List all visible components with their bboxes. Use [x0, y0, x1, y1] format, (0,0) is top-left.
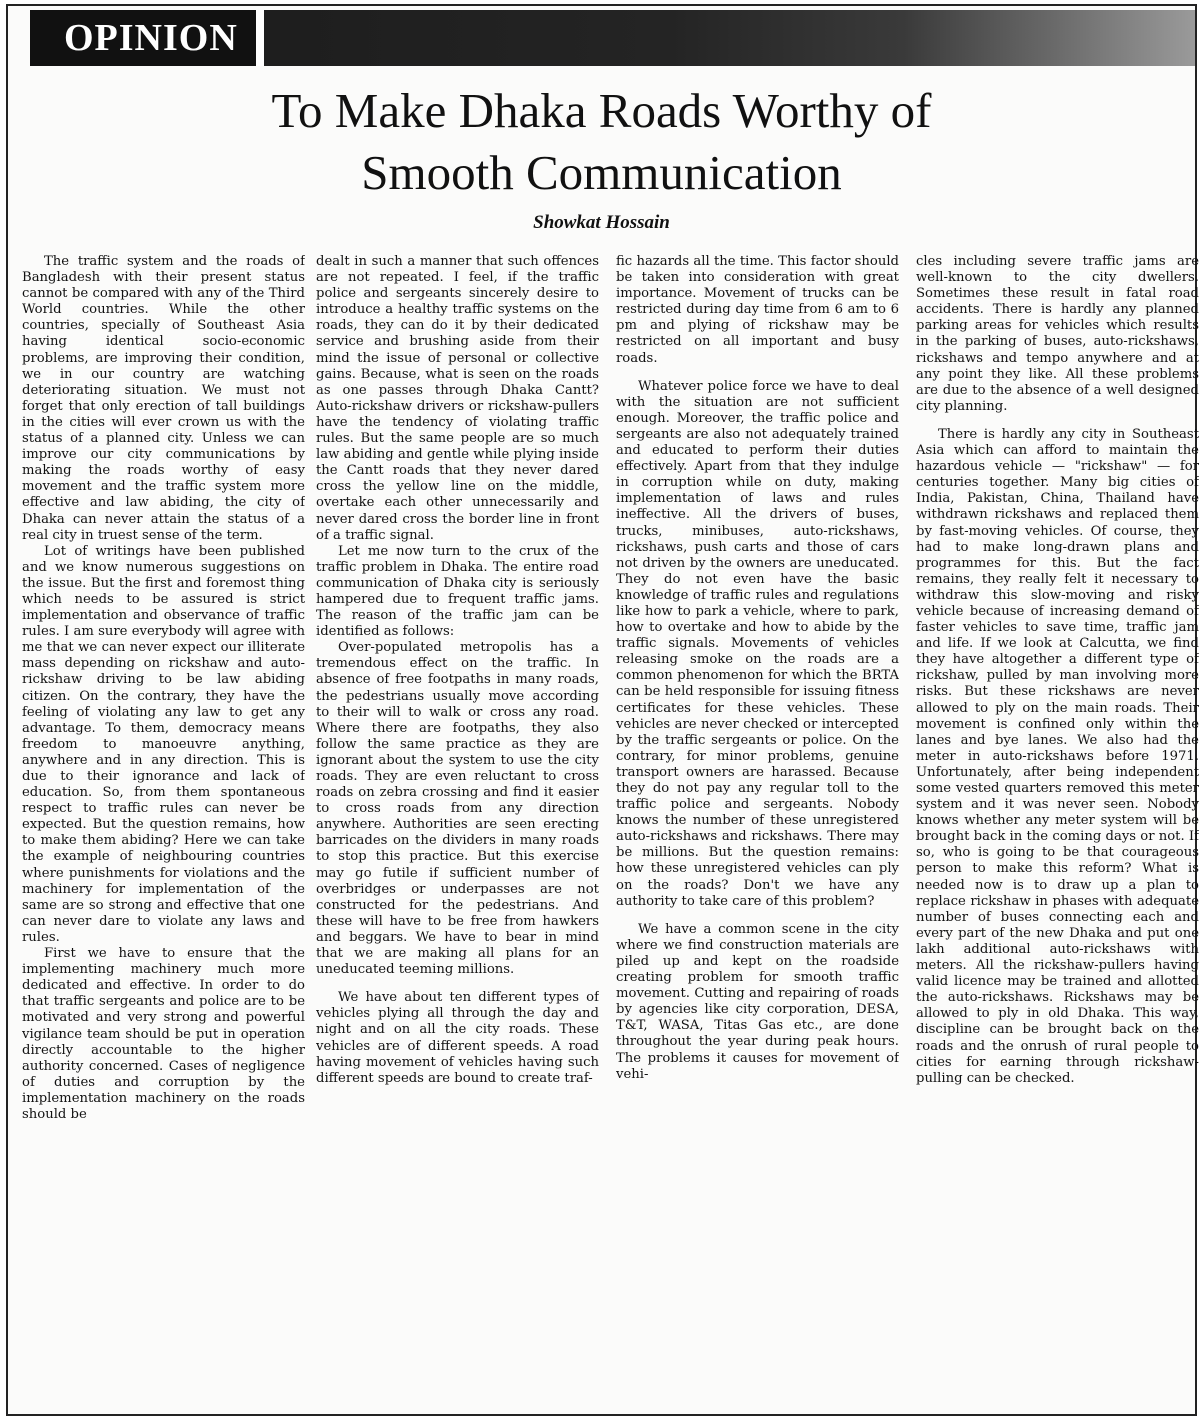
paragraph: fic hazards all the time. This factor should be taken into consideration with great importance. Movement of trucks can be restricted during day time from 6 am to 6 pm and plying of rickshaw may be restricted on all important and busy roads.: [616, 254, 899, 366]
article-column-4: [916, 254, 1199, 1404]
paragraph: We have about ten different types of vehicles plying all through the day and night and on all the city roads. These vehicles are of different speeds. A road having movement of vehicles having such different speeds are bound to create traf-: [316, 990, 599, 1086]
article-column-3: [616, 254, 899, 1404]
paragraph: First we have to ensure that the implementing machinery much more dedicated and effective. In order to do that traffic sergeants and police are to be motivated and very strong and powerful vigilance team should be put in operation directly accountable to the higher authority concerned. Cases of negligence of duties and corruption by the implementation machinery on the roads should be: [22, 946, 305, 1122]
article-column-2: [316, 254, 599, 1404]
paragraph: Let me now turn to the crux of the traffic problem in Dhaka. The entire road communication of Dhaka city is seriously hampered due to frequent traffic jams. The reason of the traffic jam can be identified as follows:: [316, 543, 599, 640]
paragraph: Over-populated metropolis has a tremendous effect on the traffic. In absence of free footpaths in many roads, the pedestrians usually move according to their will to walk or cross any road. Where there are footpaths, they also follow the same practice as they are ignorant about the system to use the city roads. They are even reluctant to cross roads on zebra crossing and find it easier to cross roads from any direction anywhere. Authorities are seen erecting barricades on the dividers in many roads to stop this practice. But this exercise may go futile if sufficient number of overbridges or underpasses are not constructed for the pedestrians. And these will have to be free from hawkers and beggars. We have to bear in mind that we are making all plans for an uneducated teeming millions.: [316, 640, 599, 978]
paragraph: We have a common scene in the city where we find construction materials are piled up and kept on the roadside creating problem for smooth traffic movement. Cutting and repairing of roads by agencies like city corporation, DESA, T&T, WASA, Titas Gas etc., are done throughout the year during peak hours. The problems it causes for movement of vehi-: [616, 921, 899, 1082]
headline: [0, 80, 1203, 204]
byline: Showkat Hossain: [533, 212, 670, 233]
paragraph: Whatever police force we have to deal with the situation are not sufficient enough. Moreover, the traffic police and sergeants are also not adequately trained and educated to perform their duties effectively. Apart from that they indulge in corruption while on duty, making implementation of laws and rules ineffective. All the drivers of buses, trucks, minibuses, auto-rickshaws, rickshaws, push carts and those of cars not driven by the owners are uneducated. They do not even have the basic knowledge of traffic rules and regulations like how to park a vehicle, where to park, how to overtake and how to abide by the traffic signals. Movements of vehicles releasing smoke on the roads are a common phenomenon for which the BRTA can be held responsible for issuing fitness certificates for these vehicles. These vehicles are never checked or intercepted by the traffic sergeants or police. On the contrary, for minor problems, genuine transport owners are harassed. Because they do not pay any regular toll to the traffic police and sergeants. Nobody knows the number of these unregistered auto-rickshaws and rickshaws. There may be millions. But the question remains: how these unregistered vehicles can ply on the roads? Don't we have any authority to take care of this problem?: [616, 378, 899, 909]
section-label: OPINION: [30, 10, 264, 66]
article-column-1: [22, 254, 305, 1404]
paragraph: cles including severe traffic jams are well-known to the city dwellers. Sometimes these result in fatal road accidents. There is hardly any planned parking areas for vehicles which results in the parking of buses, auto-rickshaws, rickshaws and tempo anywhere and at any point they like. All these problems are due to the absence of a well designed city planning.: [916, 254, 1199, 414]
headline-line-2: Smooth Communication: [361, 145, 842, 200]
paragraph: dealt in such a manner that such offences are not repeated. I feel, if the traffic police and sergeants sincerely desire to introduce a healthy traffic systems on the roads, they can do it by their dedicated service and brushing aside from their mind the issue of personal or collective gains. Because, what is seen on the roads as one passes through Dhaka Cantt? Auto-rickshaw drivers or rickshaw-pullers have the tendency of violating traffic rules. But the same people are so much law abiding and gentle while plying inside the Cantt roads that they never dared cross the yellow line on the middle, overtake each other unnecessarily and never dared cross the border line in front of a traffic signal.: [316, 254, 599, 543]
headline-line-1: To Make Dhaka Roads Worthy of: [271, 83, 932, 138]
paragraph: The traffic system and the roads of Bangladesh with their present status cannot be compared with any of the Third World countries. While the other countries, specially of Southeast Asia having identical socio-economic problems, are improving their condition, we in our country are watching deteriorating situation. We must not forget that only erection of tall buildings in the cities will ever crown us with the status of a planned city. Unless we can improve our city communications by making the roads worthy of easy movement and the traffic system more effective and law abiding, the city of Dhaka can never attain the status of a real city in truest sense of the term.: [22, 254, 305, 543]
paragraph: Lot of writings have been published and we know numerous suggestions on the issue. But the first and foremost thing which needs to be assured is strict implementation and observance of traffic rules. I am sure everybody will agree with me that we can never expect our illiterate mass depending on rickshaw and auto-rickshaw driving to be law abiding citizen. On the contrary, they have the feeling of violating any law to get any advantage. To them, democracy means freedom to manoeuvre anything, anywhere and in any direction. This is due to their ignorance and lack of education. So, from them spontaneous respect to traffic rules can never be expected. But the question remains, how to make them abiding? Here we can take the example of neighbouring countries where punishments for violations and the machinery for implementation of the same are so strong and effective that one can never dare to violate any laws and rules.: [22, 543, 305, 945]
paragraph: There is hardly any city in Southeast Asia which can afford to maintain the hazardous vehicle — "rickshaw" — for centuries together. Many big cities of India, Pakistan, China, Thailand have withdrawn rickshaws and replaced them by fast-moving vehicles. Of course, they had to make long-drawn plans and programmes for this. But the fact remains, they really felt it necessary to withdraw this slow-moving and risky vehicle because of increasing demand of faster vehicles to save time, traffic jam and life. If we look at Calcutta, we find they have altogether a different type of rickshaw, pulled by man involving more risks. But these rickshaws are never allowed to ply on the main roads. Their movement is confined only within the lanes and bye lanes. We also had the meter in auto-rickshaws before 1971. Unfortunately, after being independent some vested quarters removed this meter system and it was never seen. Nobody knows whether any meter system will be brought back in the coming days or not. If so, who is going to be that courageous person to make this reform? What is needed now is to draw up a plan to replace rickshaw in phases with adequate number of buses connecting each and every part of the new Dhaka and put one lakh additional auto-rickshaws with meters. All the rickshaw-pullers having valid licence may be trained and allotted the auto-rickshaws. Rickshaws may be allowed to ply in old Dhaka. This way, discipline can be brought back on the roads and the onrush of rural people to cities for earning through rickshaw-pulling can be checked.: [916, 426, 1199, 1086]
